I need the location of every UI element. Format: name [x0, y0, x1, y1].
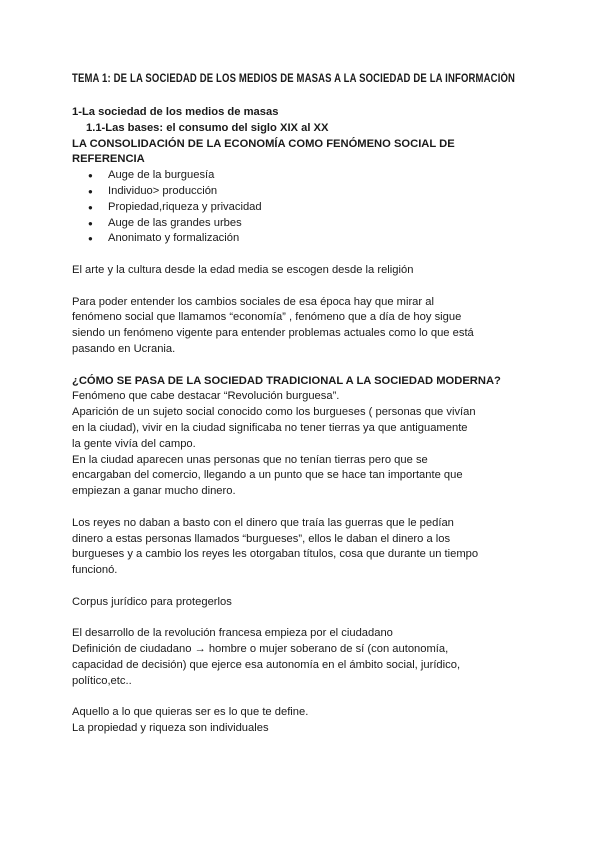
paragraph-revolucion: Fenómeno que cabe destacar “Revolución burguesa”. — [72, 390, 340, 403]
paragraph-line: Los reyes no daban a basto con el dinero que traía las guerras que le pedían — [72, 516, 454, 529]
paragraph-line: encargaban del comercio, llegando a un punto que se hace tan importante que — [72, 469, 463, 482]
paragraph-line: capacidad de decisión) que ejerce esa autonomía en el ámbito social, jurídico, — [72, 658, 461, 671]
question-heading: ¿CÓMO SE PASA DE LA SOCIEDAD TRADICIONAL A LA SOCIEDAD MODERNA? — [72, 374, 501, 387]
paragraph-arte: El arte y la cultura desde la edad media se escogen desde la religión — [72, 263, 414, 276]
subsection-heading: 1.1-Las bases: el consumo del siglo XIX al XX — [86, 121, 329, 134]
bullet-item: ● Propiedad,riqueza y privacidad — [108, 200, 532, 216]
paragraph-desarrollo: El desarrollo de la revolución francesa empieza por el ciudadano — [72, 627, 393, 640]
paragraph-line: Aparición de un sujeto social conocido como los burgueses ( personas que vivían — [72, 406, 476, 419]
paragraph-line: fenómeno social que llamamos “economía” , fenómeno que a día de hoy sigue — [72, 311, 462, 324]
paragraph-line: pasando en Ucrania. — [72, 342, 176, 355]
paragraph-line: empiezan a ganar mucho dinero. — [72, 485, 236, 498]
paragraph-corpus: Corpus jurídico para protegerlos — [72, 595, 232, 608]
paragraph-line: funcionó. — [72, 564, 118, 577]
paragraph-aquello: Aquello a lo que quieras ser es lo que te define. — [72, 706, 309, 719]
document-title: TEMA 1: DE LA SOCIEDAD DE LOS MEDIOS DE MASAS A LA SOCIEDAD DE LA INFORMACIÓN — [72, 72, 516, 85]
paragraph-line: en la ciudad), vivir en la ciudad significaba no tener tierras ya que antiguamente — [72, 421, 468, 434]
bullet-item: ● Individuo> producción — [108, 184, 532, 200]
bullet-list — [72, 168, 532, 247]
document-body — [72, 105, 532, 737]
paragraph-line: Definición de ciudadano → hombre o mujer soberano de sí (con autonomía, — [72, 643, 449, 656]
bullet-item: ● Anonimato y formalización — [108, 231, 532, 247]
bullet-item: ● Auge de las grandes urbes — [108, 216, 532, 232]
paragraph-line: siendo un fenómeno vigente para entender problemas actuales como lo que está — [72, 327, 474, 340]
caps-heading-line: REFERENCIA — [72, 153, 145, 166]
paragraph-line: la gente vivía del campo. — [72, 437, 196, 450]
paragraph-line: burgueses y a cambio los reyes les otorgaban títulos, cosa que durante un tiempo — [72, 548, 479, 561]
paragraph-line: En la ciudad aparecen unas personas que no tenían tierras pero que se — [72, 453, 428, 466]
caps-heading-line: LA CONSOLIDACIÓN DE LA ECONOMÍA COMO FENÓMENO SOCIAL DE — [72, 137, 455, 150]
bullet-item: ● Auge de la burguesía — [108, 168, 532, 184]
paragraph-line: político,etc.. — [72, 674, 132, 687]
paragraph-line: Para poder entender los cambios sociales de esa época hay que mirar al — [72, 295, 434, 308]
paragraph-propiedad: La propiedad y riqueza son individuales — [72, 722, 269, 735]
section-heading: 1-La sociedad de los medios de masas — [72, 106, 279, 118]
paragraph-line: dinero a estas personas llamados “burgueses”, ellos le daban el dinero a los — [72, 532, 451, 545]
